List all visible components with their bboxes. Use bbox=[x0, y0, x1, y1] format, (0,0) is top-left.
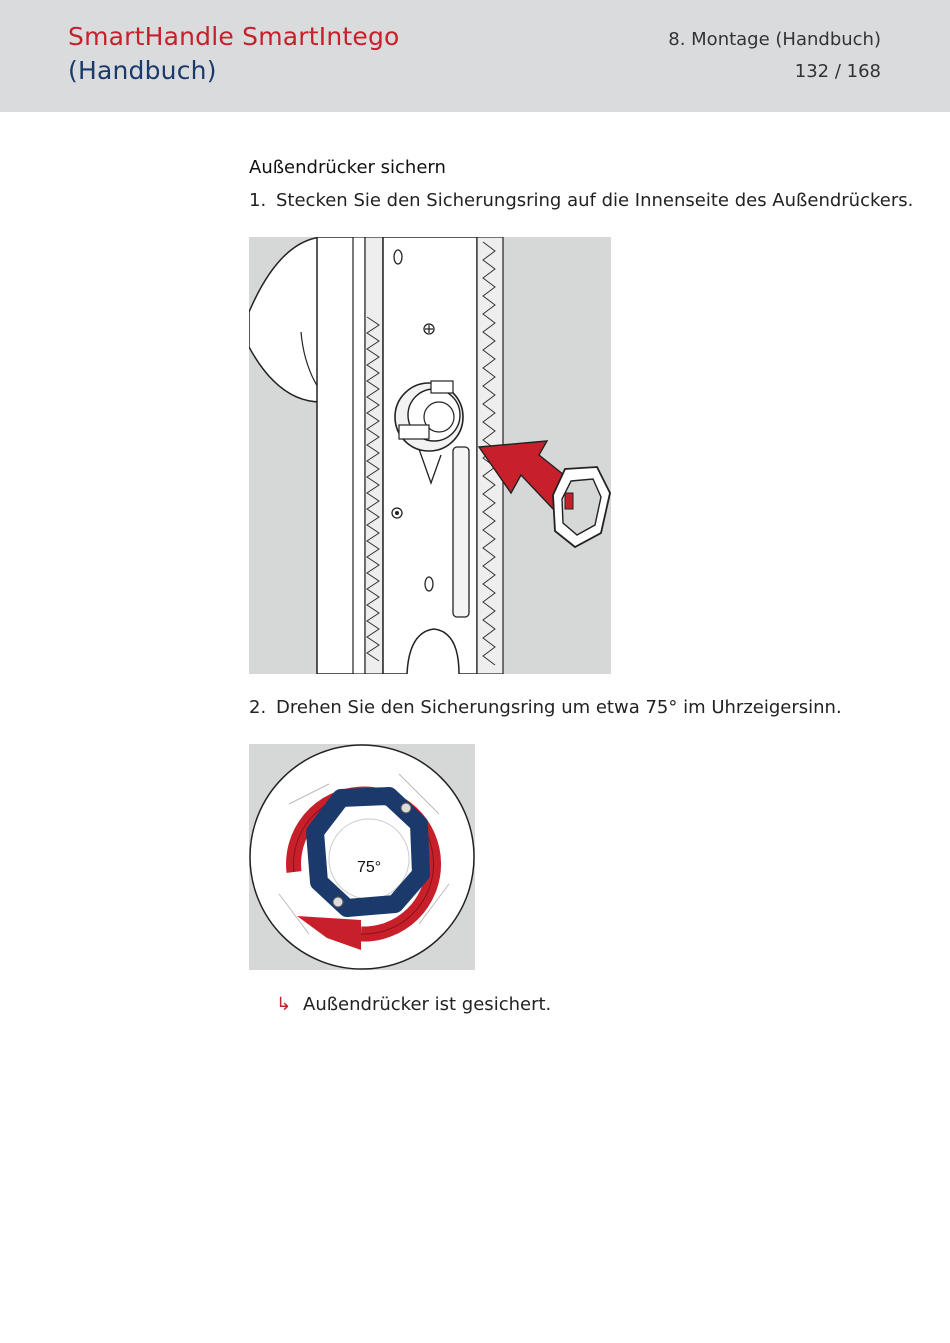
result-arrow-icon: ↳ bbox=[276, 994, 292, 1015]
page-header bbox=[0, 0, 950, 112]
angle-label: 75° bbox=[357, 859, 382, 876]
chapter-title: 8. Montage (Handbuch) bbox=[668, 29, 881, 50]
figure-ring-rotation bbox=[249, 744, 475, 970]
figure-ring-insert bbox=[249, 237, 611, 674]
result-text: Außendrücker ist gesichert. bbox=[303, 994, 552, 1015]
step-2-number: 2. bbox=[249, 697, 267, 718]
brand-subtitle: (Handbuch) bbox=[68, 56, 217, 85]
step-2-text: Drehen Sie den Sicherungsring um etwa 75° im Uhrzeigersinn. bbox=[276, 697, 842, 718]
step-1-number: 1. bbox=[249, 190, 267, 211]
lock-mechanism-illustration bbox=[249, 237, 611, 674]
page-number: 132 / 168 bbox=[794, 61, 881, 82]
section-title: Außendrücker sichern bbox=[249, 157, 446, 178]
step-1-text: Stecken Sie den Sicherungsring auf die Innenseite des Außendrückers. bbox=[276, 190, 914, 211]
brand-title: SmartHandle SmartIntego bbox=[68, 22, 400, 51]
result-line bbox=[276, 994, 551, 1015]
rotation-illustration bbox=[249, 744, 475, 970]
step-1 bbox=[249, 190, 913, 211]
step-2 bbox=[249, 697, 842, 718]
